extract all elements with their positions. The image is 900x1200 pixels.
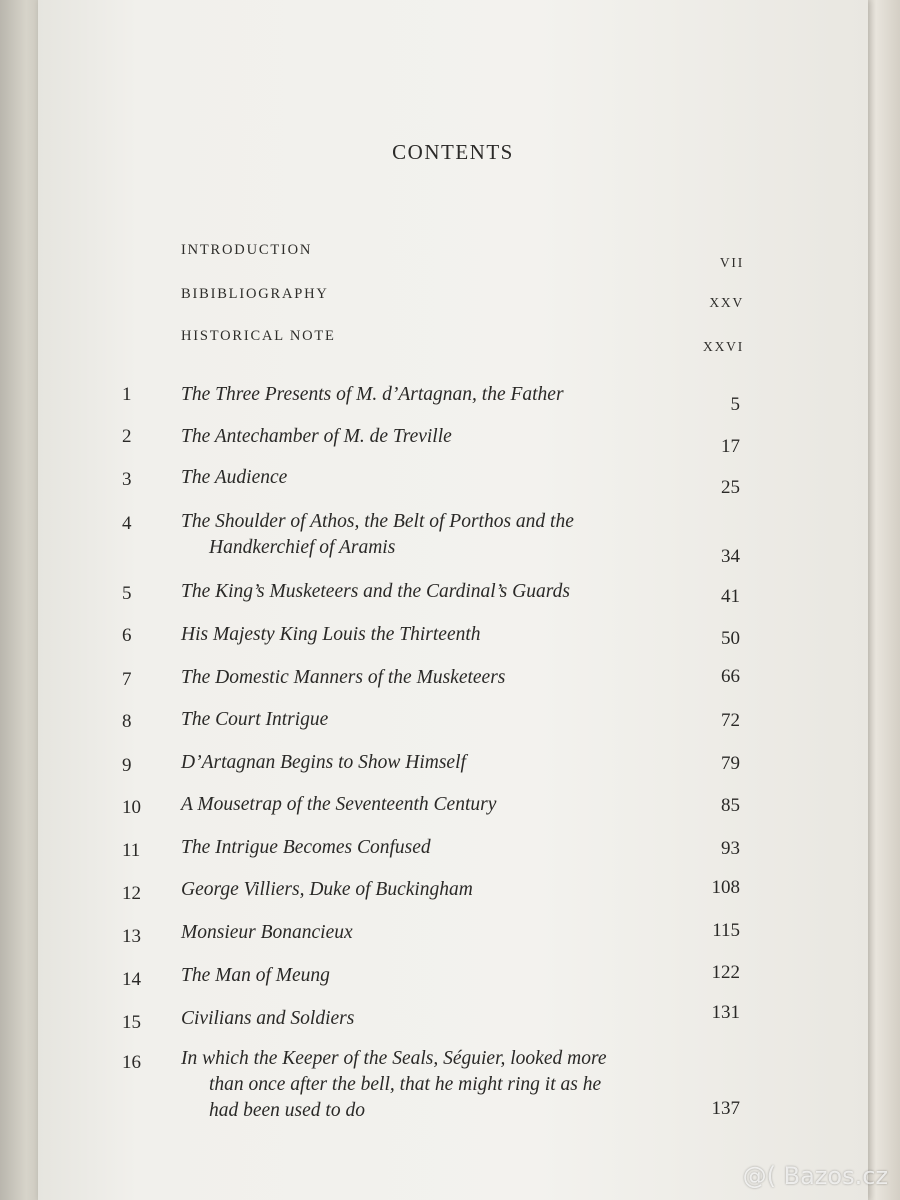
chapter-number: 12 [122, 883, 141, 904]
chapter-page: 122 [711, 962, 740, 983]
chapter-number: 7 [122, 669, 132, 690]
chapter-number: 5 [122, 583, 132, 604]
chapter-page: 34 [721, 546, 740, 567]
chapter-title: A Mousetrap of the Seventeenth Century [181, 794, 497, 815]
chapter-title: Monsieur Bonancieux [181, 922, 353, 943]
chapter-title: The Shoulder of Athos, the Belt of Porthos and the Handkerchief of Aramis [181, 511, 574, 558]
chapter-number: 9 [122, 755, 132, 776]
chapter-title: The Three Presents of M. d’Artagnan, the Father [181, 384, 564, 405]
chapter-page: 41 [721, 586, 740, 607]
chapter-page: 17 [721, 436, 740, 457]
front-matter-label: HISTORICAL NOTE [181, 328, 336, 344]
front-matter-page: XXV [709, 295, 744, 310]
chapter-number: 3 [122, 469, 132, 490]
chapter-number: 8 [122, 711, 132, 732]
book-page [38, 0, 868, 1200]
chapter-number: 13 [122, 926, 141, 947]
chapter-title: The Audience [181, 467, 288, 488]
chapter-number: 6 [122, 625, 132, 646]
chapter-page: 50 [721, 628, 740, 649]
chapter-page: 66 [721, 666, 740, 687]
front-matter-label: BIBIBLIOGRAPHY [181, 286, 329, 302]
chapter-title: The King’s Musketeers and the Cardinal’s Guards [181, 581, 570, 602]
chapter-number: 16 [122, 1052, 141, 1073]
chapter-number: 1 [122, 384, 132, 405]
chapter-title: The Intrigue Becomes Confused [181, 837, 431, 858]
chapter-title: Civilians and Soldiers [181, 1008, 355, 1029]
chapter-title: The Domestic Manners of the Musketeers [181, 667, 506, 688]
front-matter-page: VII [719, 255, 744, 270]
chapter-number: 4 [122, 513, 132, 534]
chapter-title: George Villiers, Duke of Buckingham [181, 879, 473, 900]
chapter-page: 131 [711, 1002, 740, 1023]
chapter-page: 79 [721, 753, 740, 774]
chapter-title: His Majesty King Louis the Thirteenth [181, 624, 481, 645]
chapter-page: 93 [721, 838, 740, 859]
chapter-page: 108 [711, 877, 740, 898]
page-title: CONTENTS [392, 140, 514, 164]
chapter-number: 11 [122, 840, 141, 861]
chapter-page: 72 [721, 710, 740, 731]
chapter-number: 2 [122, 426, 132, 447]
front-matter-page: XXVI [703, 339, 744, 354]
chapter-page: 25 [721, 477, 740, 498]
chapter-number: 10 [122, 797, 141, 818]
chapter-title: The Man of Meung [181, 965, 330, 986]
chapter-number: 14 [122, 969, 141, 990]
chapter-title: The Court Intrigue [181, 709, 329, 730]
chapter-title: In which the Keeper of the Seals, Séguier, looked more than once after the bell, that he might ring it as he had been used to do [181, 1048, 607, 1121]
chapter-page: 115 [712, 920, 740, 941]
chapter-page: 85 [721, 795, 740, 816]
watermark-logo: @( Bazos.cz [742, 1162, 888, 1190]
chapter-page: 137 [711, 1098, 740, 1119]
chapter-title: D’Artagnan Begins to Show Himself [181, 752, 466, 773]
chapter-number: 15 [122, 1012, 141, 1033]
chapter-title: The Antechamber of M. de Treville [181, 426, 452, 447]
chapter-page: 5 [730, 394, 740, 415]
front-matter-label: INTRODUCTION [181, 242, 313, 258]
